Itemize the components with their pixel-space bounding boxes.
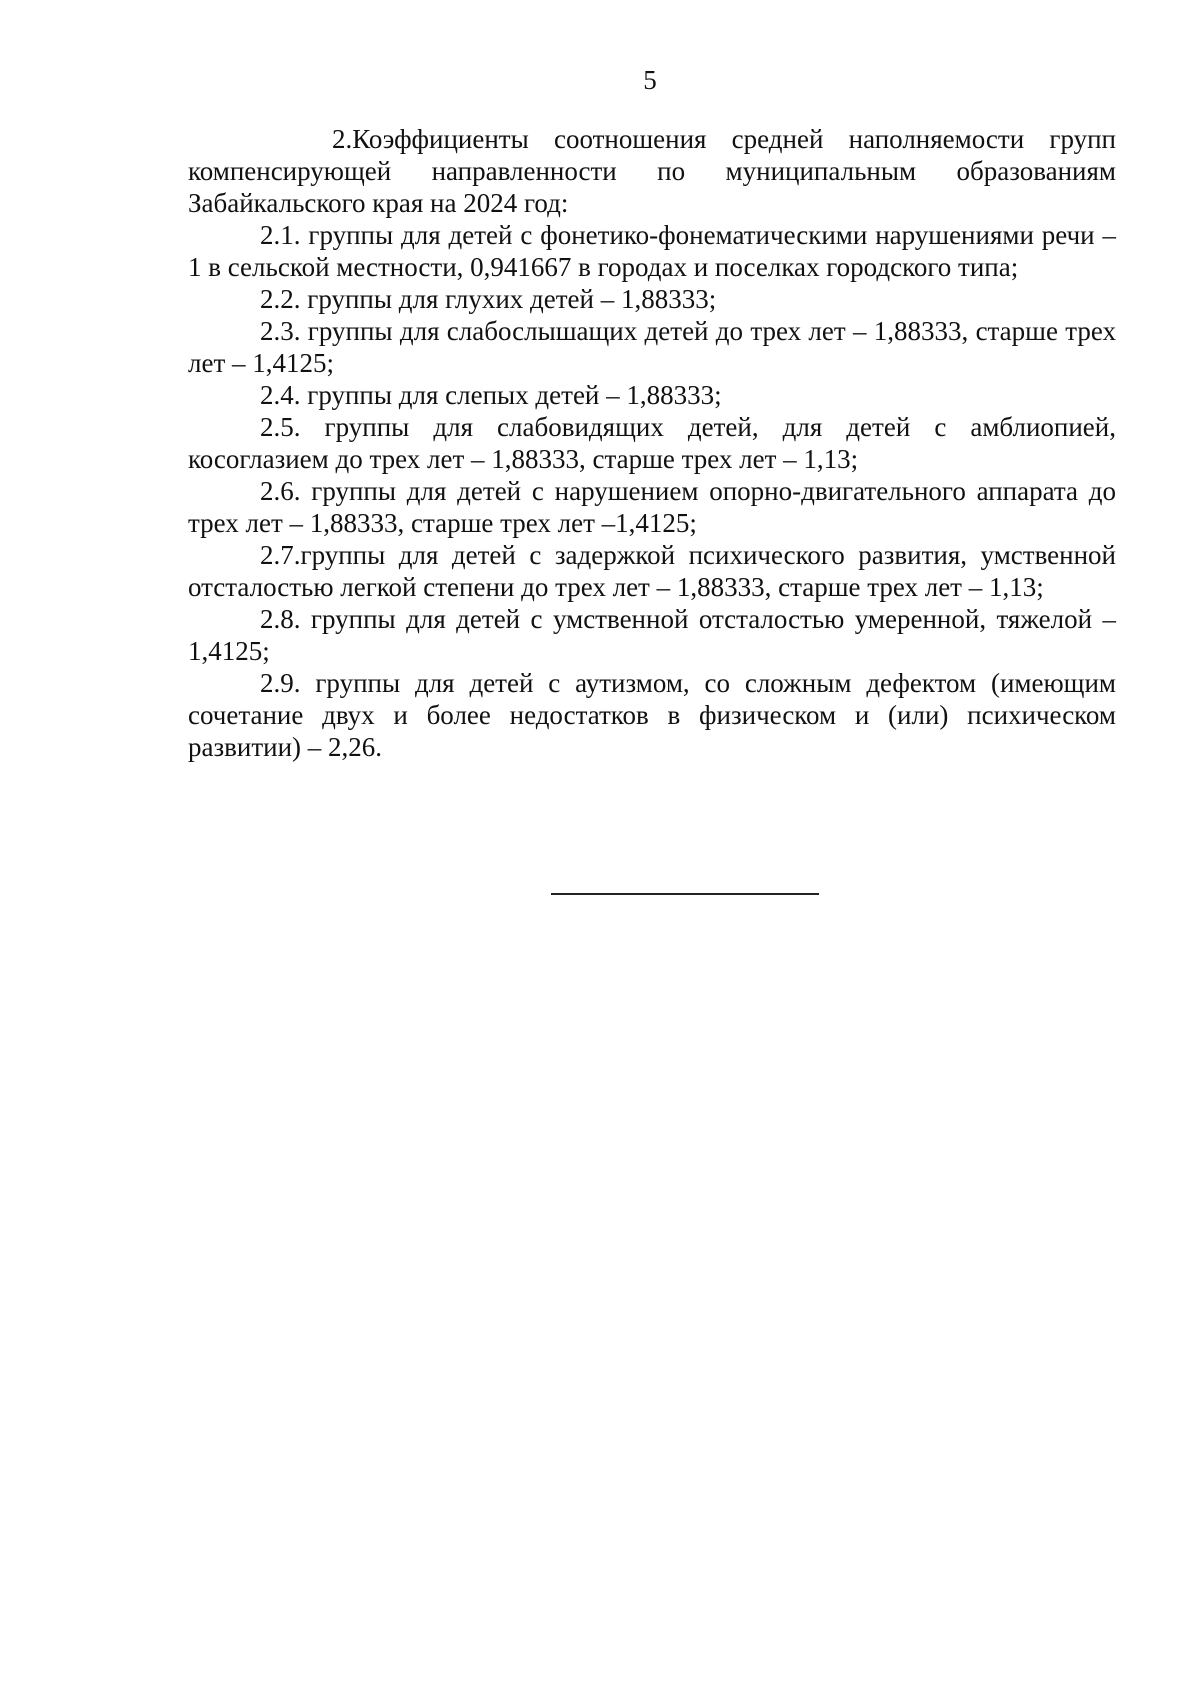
list-item-2-3: 2.3. группы для слабослышащих детей до трех лет – 1,88333, старше трех лет – 1,4125; [188, 316, 1116, 378]
list-item-2-1: 2.1. группы для детей с фонетико-фонематическими нарушениями речи – 1 в сельской местности, 0,941667 в городах и поселках городского типа; [188, 220, 1116, 282]
end-divider-line [551, 893, 819, 895]
page-number: 5 [643, 65, 657, 95]
list-item-2-6: 2.6. группы для детей с нарушением опорно-двигательного аппарата до трех лет – 1,88333, старше трех лет –1,4125; [188, 476, 1116, 538]
document-body [188, 123, 1116, 763]
section-heading-paragraph [188, 123, 1116, 219]
list-item-2-2: 2.2. группы для глухих детей – 1,88333; [260, 284, 717, 314]
list-item-2-8: 2.8. группы для детей с умственной отсталостью умеренной, тяжелой – 1,4125; [188, 604, 1116, 666]
list-item-2-4: 2.4. группы для слепых детей – 1,88333; [260, 380, 722, 410]
section-heading-text: Коэффициенты соотношения средней наполняемости групп компенсирующей направленности по муниципальным образованиям Забайкальского края на 2024 год: [188, 124, 1116, 218]
list-item-2-5: 2.5. группы для слабовидящих детей, для детей с амблиопией, косоглазием до трех лет – 1,88333, старше трех лет – 1,13; [188, 412, 1116, 474]
list-item-2-7: 2.7.группы для детей с задержкой психического развития, умственной отсталостью легкой степени до трех лет – 1,88333, старше трех лет – 1,13; [188, 540, 1116, 602]
section-number: 2. [332, 124, 353, 154]
list-item-2-9: 2.9. группы для детей с аутизмом, со сложным дефектом (имеющим сочетание двух и более недостатков в физическом и (или) психическом развитии) – 2,26. [188, 668, 1116, 762]
